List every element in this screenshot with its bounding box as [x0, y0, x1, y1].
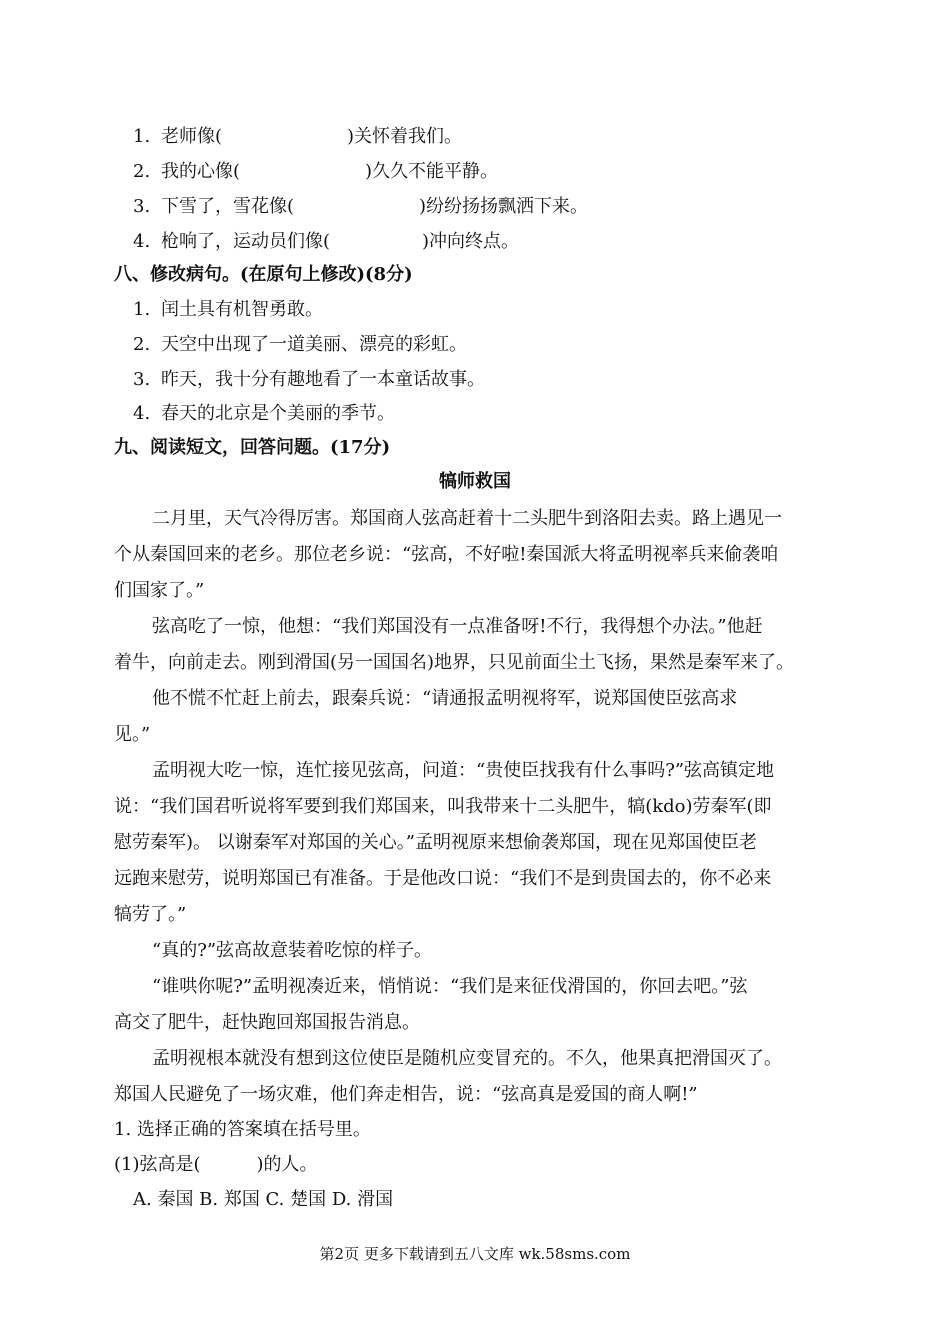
- item-suffix: )纷纷扬扬飘洒下来。: [419, 196, 589, 217]
- passage-line: 弦高吃了一惊，他想：“我们郑国没有一点准备呀!不行，我得想个办法。”他赶: [152, 616, 763, 637]
- item-prefix: 枪响了，运动员们像(: [161, 231, 331, 252]
- passage-line: 们国家了。”: [114, 580, 205, 601]
- question-1-1: [114, 1153, 318, 1177]
- item-suffix: )久久不能平静。: [365, 161, 499, 182]
- section-9-heading: 九、阅读短文，回答问题。(17分): [114, 437, 391, 458]
- passage-line: 高交了肥牛，赶快跑回郑国报告消息。: [114, 1012, 420, 1033]
- passage-line: “谁哄你呢?”孟明视凑近来，悄悄说：“我们是来征伐滑国的，你回去吧。”弦: [152, 976, 748, 997]
- simile-item-4: [133, 230, 519, 254]
- question-1: 1. 选择正确的答案填在括号里。: [114, 1119, 371, 1140]
- passage-line: 个从秦国回来的老乡。那位老乡说：“弦高，不好啦!秦国派大将孟明视率兵来偷袭咱: [114, 544, 779, 565]
- passage-line: 慰劳秦军)。 以谢秦军对郑国的关心。”孟明视原来想偷袭郑国，现在见郑国使臣老: [114, 832, 757, 853]
- page-footer: 第2页 更多下载请到五八文库 wk.58sms.com: [319, 1245, 631, 1263]
- item-number: 2.: [133, 334, 151, 355]
- item-number: 1.: [133, 126, 151, 147]
- sentence-item-3: [133, 368, 485, 392]
- passage-line: 着牛，向前走去。刚到滑国(另一国国名)地界，只见前面尘土飞扬，果然是秦军来了。: [114, 652, 795, 673]
- item-number: 3.: [133, 196, 151, 217]
- answer-options: A. 秦国 B. 郑国 C. 楚国 D. 滑国: [133, 1189, 394, 1210]
- item-suffix: )冲向终点。: [422, 231, 520, 252]
- simile-item-1: [133, 125, 462, 149]
- simile-item-3: [133, 195, 588, 219]
- item-prefix: 我的心像(: [161, 161, 241, 182]
- sentence-item-4: [133, 402, 395, 426]
- question-suffix: )的人。: [256, 1154, 318, 1175]
- item-suffix: )关怀着我们。: [347, 126, 463, 147]
- passage-line: 说：“我们国君听说将军要到我们郑国来，叫我带来十二头肥牛，犒(kdo)劳秦军(即: [114, 796, 772, 817]
- passage-line: “真的?”弦高故意装着吃惊的样子。: [152, 940, 433, 961]
- item-prefix: 下雪了，雪花像(: [161, 196, 295, 217]
- passage-line: 远跑来慰劳，说明郑国已有准备。于是他改口说：“我们不是到贵国去的，你不必来: [114, 868, 772, 889]
- sentence-item-2: [133, 333, 467, 357]
- item-number: 2.: [133, 161, 151, 182]
- item-prefix: 老师像(: [161, 126, 223, 147]
- passage-line: 他不慌不忙赶上前去，跟秦兵说：“请通报孟明视将军，说郑国使臣弦高求: [152, 688, 738, 709]
- passage-line: 孟明视大吃一惊，连忙接见弦高，问道：“贵使臣找我有什么事吗?”弦高镇定地: [152, 760, 775, 781]
- sentence-item-1: [133, 298, 323, 322]
- section-8-heading: 八、修改病句。(在原句上修改)(8分): [114, 264, 413, 285]
- item-text: 天空中出现了一道美丽、漂亮的彩虹。: [161, 334, 467, 355]
- passage-title: 犒师救国: [439, 471, 511, 492]
- item-text: 闰土具有机智勇敢。: [161, 299, 323, 320]
- item-number: 4.: [133, 403, 151, 424]
- passage-line: 犒劳了。”: [114, 904, 187, 925]
- passage-line: 见。”: [114, 724, 151, 745]
- passage-line: 二月里，天气冷得厉害。郑国商人弦高赶着十二头肥牛到洛阳去卖。路上遇见一: [152, 508, 782, 529]
- question-prefix: (1)弦高是(: [114, 1154, 201, 1175]
- item-number: 3.: [133, 369, 151, 390]
- simile-item-2: [133, 160, 498, 184]
- item-text: 春天的北京是个美丽的季节。: [161, 403, 395, 424]
- passage-line: 郑国人民避免了一场灾难，他们奔走相告，说：“弦高真是爱国的商人啊!”: [114, 1084, 698, 1105]
- item-number: 4.: [133, 231, 151, 252]
- passage-line: 孟明视根本就没有想到这位使臣是随机应变冒充的。不久，他果真把滑国灭了。: [152, 1048, 782, 1069]
- item-text: 昨天，我十分有趣地看了一本童话故事。: [161, 369, 485, 390]
- item-number: 1.: [133, 299, 151, 320]
